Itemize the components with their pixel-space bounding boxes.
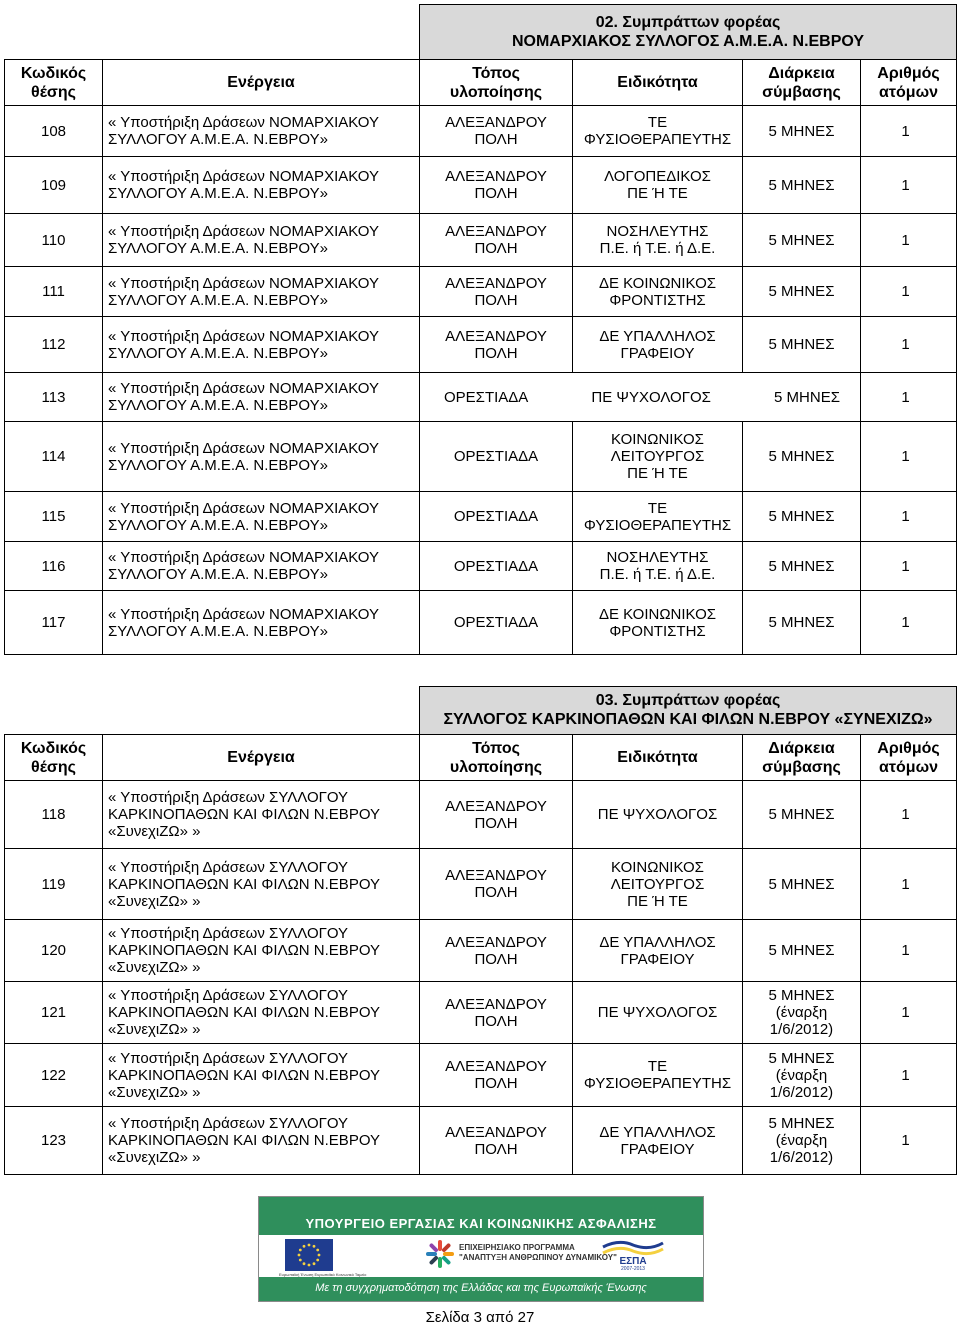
merged-details <box>420 373 861 422</box>
header-specialty: Ειδικότητα <box>573 60 743 106</box>
table-row <box>5 106 957 157</box>
specialty: ΝΟΣΗΛΕΥΤΗΣ Π.Ε. ή Τ.Ε. ή Δ.Ε. <box>573 542 743 591</box>
duration: 5 ΜΗΝΕΣ <box>743 542 861 591</box>
specialty: ΤΕ ΦΥΣΙΟΘΕΡΑΠΕΥΤΗΣ <box>573 492 743 542</box>
header-code: Κωδικός θέσης <box>5 60 103 106</box>
place: ΟΡΕΣΤΙΑΔΑ <box>420 422 573 492</box>
person-count: 1 <box>861 157 957 214</box>
specialty: ΤΕ ΦΥΣΙΟΘΕΡΑΠΕΥΤΗΣ <box>573 1044 743 1107</box>
position-code: 120 <box>5 920 103 982</box>
specialty: ΚΟΙΝΩΝΙΚΟΣ ΛΕΙΤΟΥΡΓΟΣ ΠΕ Ή ΤΕ <box>573 849 743 920</box>
position-code: 113 <box>5 373 103 422</box>
specialty: ΤΕ ΦΥΣΙΟΘΕΡΑΠΕΥΤΗΣ <box>573 106 743 157</box>
eu-flag-icon <box>285 1239 333 1271</box>
action-name: « Υποστήριξη Δράσεων ΣΥΛΛΟΓΟΥ ΚΑΡΚΙΝΟΠΑΘΩΝ ΚΑΙ ΦΙΛΩΝ Ν.ΕΒΡΟΥ «ΣυνεχιΖΩ» » <box>103 920 420 982</box>
person-count: 1 <box>861 267 957 317</box>
person-count: 1 <box>861 492 957 542</box>
table-row <box>5 982 957 1044</box>
person-count: 1 <box>861 317 957 373</box>
specialty: ΠΕ ΨΥΧΟΛΟΓΟΣ <box>591 388 711 406</box>
duration: 5 ΜΗΝΕΣ <box>743 106 861 157</box>
specialty: ΔΕ ΚΟΙΝΩΝΙΚΟΣ ΦΡΟΝΤΙΣΤΗΣ <box>573 267 743 317</box>
specialty: ΝΟΣΗΛΕΥΤΗΣ Π.Ε. ή Τ.Ε. ή Δ.Ε. <box>573 214 743 267</box>
table-row <box>5 373 957 422</box>
place: ΟΡΕΣΤΙΑΔΑ <box>444 388 529 406</box>
header-duration: Διάρκεια σύμβασης <box>743 60 861 106</box>
duration: 5 ΜΗΝΕΣ <box>743 591 861 655</box>
table-row <box>5 1107 957 1175</box>
cofunding-text: Με τη συγχρηματοδότηση της Ελλάδας και της Ευρωπαϊκής Ένωσης <box>315 1282 647 1294</box>
action-name: « Υποστήριξη Δράσεων ΣΥΛΛΟΓΟΥ ΚΑΡΚΙΝΟΠΑΘΩΝ ΚΑΙ ΦΙΛΩΝ Ν.ΕΒΡΟΥ «ΣυνεχιΖΩ» » <box>103 849 420 920</box>
place: ΑΛΕΞΑΝΔΡΟΥ ΠΟΛΗ <box>420 982 573 1044</box>
svg-text:ΕΣΠΑ: ΕΣΠΑ <box>619 1256 647 1267</box>
header-count: Αριθμός ατόμων <box>861 735 957 781</box>
specialty: ΠΕ ΨΥΧΟΛΟΓΟΣ <box>573 781 743 849</box>
table-row <box>5 157 957 214</box>
position-code: 121 <box>5 982 103 1044</box>
table-row <box>5 214 957 267</box>
duration: 5 ΜΗΝΕΣ <box>743 781 861 849</box>
specialty: ΠΕ ΨΥΧΟΛΟΓΟΣ <box>573 982 743 1044</box>
action-name: « Υποστήριξη Δράσεων ΝΟΜΑΡΧΙΑΚΟΥ ΣΥΛΛΟΓΟΥ Α.Μ.Ε.Α. Ν.ΕΒΡΟΥ» <box>103 492 420 542</box>
specialty: ΔΕ ΚΟΙΝΩΝΙΚΟΣ ΦΡΟΝΤΙΣΤΗΣ <box>573 591 743 655</box>
duration: 5 ΜΗΝΕΣ (έναρξη 1/6/2012) <box>743 1044 861 1107</box>
header-row <box>5 60 957 106</box>
duration: 5 ΜΗΝΕΣ (έναρξη 1/6/2012) <box>743 982 861 1044</box>
action-name: « Υποστήριξη Δράσεων ΝΟΜΑΡΧΙΑΚΟΥ ΣΥΛΛΟΓΟΥ Α.Μ.Ε.Α. Ν.ΕΒΡΟΥ» <box>103 106 420 157</box>
person-count: 1 <box>861 849 957 920</box>
header-specialty: Ειδικότητα <box>573 735 743 781</box>
specialty: ΔΕ ΥΠΑΛΛΗΛΟΣ ΓΡΑΦΕΙΟΥ <box>573 317 743 373</box>
action-name: « Υποστήριξη Δράσεων ΝΟΜΑΡΧΙΑΚΟΥ ΣΥΛΛΟΓΟΥ Α.Μ.Ε.Α. Ν.ΕΒΡΟΥ» <box>103 267 420 317</box>
section-03-title: 03. Συμπράττων φορέας ΣΥΛΛΟΓΟΣ ΚΑΡΚΙΝΟΠΑΘΩΝ ΚΑΙ ΦΙΛΩΝ Ν.ΕΒΡΟΥ «ΣΥΝΕΧΙΖΩ» <box>420 687 957 735</box>
position-code: 111 <box>5 267 103 317</box>
duration: 5 ΜΗΝΕΣ <box>743 267 861 317</box>
person-count: 1 <box>861 542 957 591</box>
action-name: « Υποστήριξη Δράσεων ΝΟΜΑΡΧΙΑΚΟΥ ΣΥΛΛΟΓΟΥ Α.Μ.Ε.Α. Ν.ΕΒΡΟΥ» <box>103 422 420 492</box>
place: ΑΛΕΞΑΝΔΡΟΥ ΠΟΛΗ <box>420 214 573 267</box>
place: ΑΛΕΞΑΝΔΡΟΥ ΠΟΛΗ <box>420 267 573 317</box>
person-count: 1 <box>861 106 957 157</box>
position-code: 116 <box>5 542 103 591</box>
person-count: 1 <box>861 1107 957 1175</box>
specialty: ΔΕ ΥΠΑΛΛΗΛΟΣ ΓΡΑΦΕΙΟΥ <box>573 1107 743 1175</box>
place: ΑΛΕΞΑΝΔΡΟΥ ΠΟΛΗ <box>420 157 573 214</box>
person-count: 1 <box>861 422 957 492</box>
specialty: ΔΕ ΥΠΑΛΛΗΛΟΣ ΓΡΑΦΕΙΟΥ <box>573 920 743 982</box>
duration: 5 ΜΗΝΕΣ <box>774 388 840 406</box>
place: ΑΛΕΞΑΝΔΡΟΥ ΠΟΛΗ <box>420 1044 573 1107</box>
table-row <box>5 849 957 920</box>
table-row <box>5 267 957 317</box>
table-row <box>5 492 957 542</box>
header-action: Ενέργεια <box>103 735 420 781</box>
specialty: ΚΟΙΝΩΝΙΚΟΣ ΛΕΙΤΟΥΡΓΟΣ ΠΕ Ή ΤΕ <box>573 422 743 492</box>
table-row <box>5 781 957 849</box>
action-name: « Υποστήριξη Δράσεων ΣΥΛΛΟΓΟΥ ΚΑΡΚΙΝΟΠΑΘΩΝ ΚΑΙ ΦΙΛΩΝ Ν.ΕΒΡΟΥ «ΣυνεχιΖΩ» » <box>103 1107 420 1175</box>
action-name: « Υποστήριξη Δράσεων ΝΟΜΑΡΧΙΑΚΟΥ ΣΥΛΛΟΓΟΥ Α.Μ.Ε.Α. Ν.ΕΒΡΟΥ» <box>103 317 420 373</box>
header-row <box>5 735 957 781</box>
cofunding-band <box>259 1277 703 1301</box>
svg-text:2007-2013: 2007-2013 <box>621 1266 645 1271</box>
position-code: 114 <box>5 422 103 492</box>
place: ΟΡΕΣΤΙΑΔΑ <box>420 492 573 542</box>
section-02-title: 02. Συμπράττων φορέας ΝΟΜΑΡΧΙΑΚΟΣ ΣΥΛΛΟΓΟΣ Α.Μ.Ε.Α. Ν.ΕΒΡΟΥ <box>420 5 957 60</box>
table-row <box>5 1044 957 1107</box>
place: ΑΛΕΞΑΝΔΡΟΥ ΠΟΛΗ <box>420 849 573 920</box>
eu-caption: Ευρωπαϊκή Ένωση Ευρωπαϊκό Κοινωνικό Ταμείο <box>279 1272 367 1277</box>
person-count: 1 <box>861 373 957 422</box>
specialty: ΛΟΓΟΠΕΔΙΚΟΣ ΠΕ Ή ΤΕ <box>573 157 743 214</box>
person-count: 1 <box>861 214 957 267</box>
duration: 5 ΜΗΝΕΣ <box>743 422 861 492</box>
position-code: 118 <box>5 781 103 849</box>
ministry-band <box>259 1197 703 1235</box>
action-name: « Υποστήριξη Δράσεων ΣΥΛΛΟΓΟΥ ΚΑΡΚΙΝΟΠΑΘΩΝ ΚΑΙ ΦΙΛΩΝ Ν.ΕΒΡΟΥ «ΣυνεχιΖΩ» » <box>103 1044 420 1107</box>
duration: 5 ΜΗΝΕΣ <box>743 920 861 982</box>
espa-logo-icon <box>599 1239 667 1271</box>
position-code: 112 <box>5 317 103 373</box>
header-code: Κωδικός θέσης <box>5 735 103 781</box>
place: ΟΡΕΣΤΙΑΔΑ <box>420 591 573 655</box>
action-name: « Υποστήριξη Δράσεων ΣΥΛΛΟΓΟΥ ΚΑΡΚΙΝΟΠΑΘΩΝ ΚΑΙ ΦΙΛΩΝ Ν.ΕΒΡΟΥ «ΣυνεχιΖΩ» » <box>103 982 420 1044</box>
action-name: « Υποστήριξη Δράσεων ΣΥΛΛΟΓΟΥ ΚΑΡΚΙΝΟΠΑΘΩΝ ΚΑΙ ΦΙΛΩΝ Ν.ΕΒΡΟΥ «ΣυνεχιΖΩ» » <box>103 781 420 849</box>
duration: 5 ΜΗΝΕΣ <box>743 492 861 542</box>
action-name: « Υποστήριξη Δράσεων ΝΟΜΑΡΧΙΑΚΟΥ ΣΥΛΛΟΓΟΥ Α.Μ.Ε.Α. Ν.ΕΒΡΟΥ» <box>103 373 420 422</box>
program-name: ΕΠΙΧΕΙΡΗΣΙΑΚΟ ΠΡΟΓΡΑΜΜΑ "ΑΝΑΠΤΥΞΗ ΑΝΘΡΩΠΙΝΟΥ ΔΥΝΑΜΙΚΟΥ" <box>459 1243 617 1262</box>
positions-table-03 <box>4 686 957 1175</box>
position-code: 109 <box>5 157 103 214</box>
action-name: « Υποστήριξη Δράσεων ΝΟΜΑΡΧΙΑΚΟΥ ΣΥΛΛΟΓΟΥ Α.Μ.Ε.Α. Ν.ΕΒΡΟΥ» <box>103 214 420 267</box>
person-count: 1 <box>861 1044 957 1107</box>
place: ΑΛΕΞΑΝΔΡΟΥ ΠΟΛΗ <box>420 781 573 849</box>
header-place: Τόπος υλοποίησης <box>420 60 573 106</box>
person-count: 1 <box>861 920 957 982</box>
position-code: 117 <box>5 591 103 655</box>
person-count: 1 <box>861 781 957 849</box>
position-code: 110 <box>5 214 103 267</box>
place: ΟΡΕΣΤΙΑΔΑ <box>420 542 573 591</box>
action-name: « Υποστήριξη Δράσεων ΝΟΜΑΡΧΙΑΚΟΥ ΣΥΛΛΟΓΟΥ Α.Μ.Ε.Α. Ν.ΕΒΡΟΥ» <box>103 542 420 591</box>
table-row <box>5 317 957 373</box>
table-row <box>5 591 957 655</box>
action-name: « Υποστήριξη Δράσεων ΝΟΜΑΡΧΙΑΚΟΥ ΣΥΛΛΟΓΟΥ Α.Μ.Ε.Α. Ν.ΕΒΡΟΥ» <box>103 157 420 214</box>
place: ΑΛΕΞΑΝΔΡΟΥ ΠΟΛΗ <box>420 106 573 157</box>
page-number: Σελίδα 3 από 27 <box>425 1309 535 1326</box>
ministry-name: ΥΠΟΥΡΓΕΙΟ ΕΡΓΑΣΙΑΣ ΚΑΙ ΚΟΙΝΩΝΙΚΗΣ ΑΣΦΑΛΙΣΗΣ <box>305 1216 657 1231</box>
person-count: 1 <box>861 591 957 655</box>
header-count: Αριθμός ατόμων <box>861 60 957 106</box>
header-action: Ενέργεια <box>103 60 420 106</box>
duration: 5 ΜΗΝΕΣ <box>743 849 861 920</box>
duration: 5 ΜΗΝΕΣ <box>743 317 861 373</box>
header-place: Τόπος υλοποίησης <box>420 735 573 781</box>
table-row <box>5 920 957 982</box>
positions-table-02 <box>4 4 957 655</box>
place: ΑΛΕΞΑΝΔΡΟΥ ΠΟΛΗ <box>420 920 573 982</box>
table-row <box>5 422 957 492</box>
duration: 5 ΜΗΝΕΣ <box>743 214 861 267</box>
position-code: 123 <box>5 1107 103 1175</box>
position-code: 108 <box>5 106 103 157</box>
position-code: 115 <box>5 492 103 542</box>
action-name: « Υποστήριξη Δράσεων ΝΟΜΑΡΧΙΑΚΟΥ ΣΥΛΛΟΓΟΥ Α.Μ.Ε.Α. Ν.ΕΒΡΟΥ» <box>103 591 420 655</box>
table-row <box>5 542 957 591</box>
header-duration: Διάρκεια σύμβασης <box>743 735 861 781</box>
position-code: 119 <box>5 849 103 920</box>
person-count: 1 <box>861 982 957 1044</box>
position-code: 122 <box>5 1044 103 1107</box>
place: ΑΛΕΞΑΝΔΡΟΥ ΠΟΛΗ <box>420 317 573 373</box>
funding-logo-banner <box>258 1196 704 1302</box>
duration: 5 ΜΗΝΕΣ (έναρξη 1/6/2012) <box>743 1107 861 1175</box>
program-logo-icon <box>425 1239 455 1269</box>
place: ΑΛΕΞΑΝΔΡΟΥ ΠΟΛΗ <box>420 1107 573 1175</box>
duration: 5 ΜΗΝΕΣ <box>743 157 861 214</box>
